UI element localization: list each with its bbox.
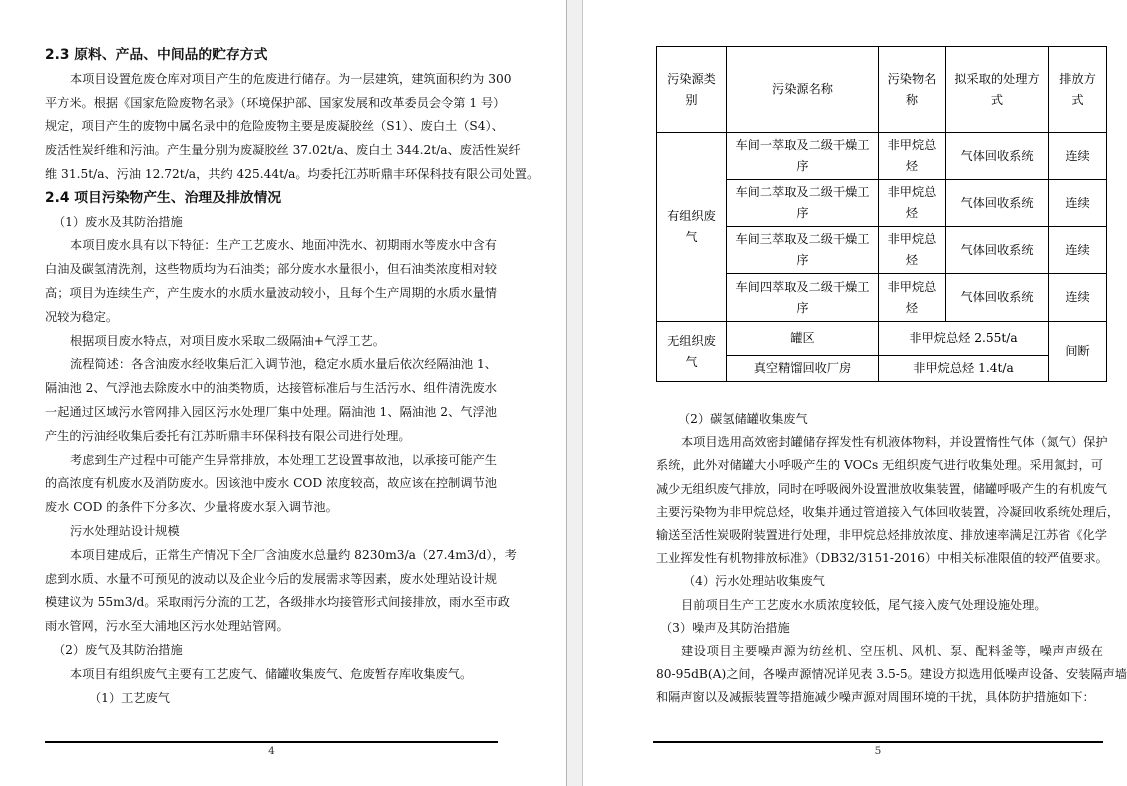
cell-source: 车间四萃取及二级干燥工序	[727, 274, 879, 322]
text-line: 主要污染物为非甲烷总烃，收集并通过管道接入气体回收装置，冷凝回收系统处理后，	[656, 504, 1120, 519]
header-pollutant-name: 污染物名称	[879, 47, 946, 133]
text-line: 的高浓度有机废水及消防废水。因该池中废水 COD 浓度较高，故应该在控制调节池	[45, 476, 497, 491]
cell-unorganized-category: 无组织废气	[657, 322, 727, 382]
cell-pollutant: 非甲烷总烃	[879, 227, 946, 274]
text-line: （4）污水处理站收集废气	[683, 574, 825, 589]
pollution-sources-table	[656, 46, 1107, 382]
text-line: 80-95dB(A)之间，各噪声源情况详见表 3.5-5。建设方拟选用低噪声设备、安装隔声墙	[656, 667, 1127, 682]
text-line: 目前项目生产工艺废水水质浓度较低，尾气接入废气处理设施处理。	[681, 597, 1047, 612]
cell-mode: 连续	[1049, 133, 1107, 180]
text-line: 考虑到生产过程中可能产生异常排放，本处理工艺设置事故池，以承接可能产生	[70, 452, 497, 467]
table-row	[657, 133, 1107, 180]
text-line: 本项目废水具有以下特征：生产工艺废水、地面冲洗水、初期雨水等废水中含有	[70, 238, 497, 253]
text-line: 本项目选用高效密封罐储存挥发性有机液体物料，并设置惰性气体（氮气）保护	[681, 435, 1108, 450]
heading-line: 2.4 项目污染物产生、治理及排放情况	[45, 189, 282, 206]
cell-treatment: 气体回收系统	[946, 133, 1049, 180]
cell-source: 真空精馏回收厂房	[727, 356, 879, 382]
cell-mode: 连续	[1049, 180, 1107, 227]
text-line: 本项目有组织废气主要有工艺废气、储罐收集废气、危废暂存库收集废气。	[70, 666, 473, 681]
page-number-right: 5	[874, 745, 882, 757]
text-line: 建设项目主要噪声源为纺丝机、空压机、风机、泵、配料釜等，噪声声级在	[681, 643, 1103, 658]
page-number-left: 4	[268, 745, 275, 757]
table-row	[657, 322, 1107, 356]
text-line: 模建议为 55m3/d。采取雨污分流的工艺，各级排水均接管形式间接排放，雨水至市政	[45, 595, 510, 610]
text-line: 况较为稳定。	[45, 309, 119, 324]
text-line: 废活性炭纤维和污油。产生量分别为废凝胶丝 37.02t/a、废白土 344.2t/a、废活性炭纤	[45, 143, 521, 158]
cell-organized-category: 有组织废气	[657, 133, 727, 322]
text-line: 规定，项目产生的废物中属名录中的危险废物主要是废凝胶丝（S1）、废白土（S4）、	[45, 119, 504, 134]
text-line: （2）碳氢储罐收集废气	[678, 412, 808, 426]
text-line: 高；项目为连续生产，产生废水的水质水量波动较小，且每个生产周期的水质水量情	[45, 285, 497, 300]
text-line: 流程简述：各含油废水经收集后汇入调节池，稳定水质水量后依次经隔油池 1、	[70, 357, 497, 372]
text-line: 本项目设置危废仓库对项目产生的危废进行储存。为一层建筑，建筑面积约为 300	[70, 71, 512, 86]
header-source-category: 污染源类别	[657, 47, 727, 133]
cell-pollutant: 非甲烷总烃	[879, 180, 946, 227]
text-line: 雨水管网，污水至大浦地区污水处理站管网。	[45, 619, 289, 634]
text-line: 和隔声窗以及减振装置等措施减少噪声源对周围环境的干扰，具体防护措施如下：	[656, 690, 1095, 705]
text-line: 平方米。根据《国家危险废物名录》（环境保护部、国家发展和改革委员会令第 1 号）	[45, 95, 506, 110]
cell-source: 罐区	[727, 322, 879, 356]
text-line: 污水处理站设计规模	[70, 523, 180, 538]
text-line: 一起通过区域污水管网排入园区污水处理厂集中处理。隔油池 1、隔油池 2、气浮池	[45, 404, 497, 419]
text-line: （2）废气及其防治措施	[53, 642, 183, 657]
text-line: 产生的污油经收集后委托有江苏昕鼎丰环保科技有限公司进行处理。	[45, 428, 411, 443]
cell-pollutant: 非甲烷总烃	[879, 133, 946, 180]
text-line: 输送至活性炭吸附装置进行处理，非甲烷总烃排放浓度、排放速率满足江苏省《化学	[656, 527, 1107, 542]
text-line: 工业挥发性有机物排放标准》（DB32/3151-2016）中相关标准限值的较严值要求。	[656, 551, 1108, 566]
header-treatment-method: 拟采取的处理方式	[946, 47, 1049, 133]
cell-treatment: 气体回收系统	[946, 180, 1049, 227]
cell-source: 车间二萃取及二级干燥工序	[727, 180, 879, 227]
page-right-text	[656, 408, 1127, 709]
heading-line: 2.3 原料、产品、中间品的贮存方式	[45, 47, 268, 63]
cell-mode: 连续	[1049, 274, 1107, 322]
cell-pollutant-total: 非甲烷总烃 1.4t/a	[879, 356, 1049, 382]
page-left-text	[45, 44, 540, 710]
text-line: （1）工艺废气	[89, 690, 170, 705]
text-line: 本项目建成后，正常生产情况下全厂含油废水总量约 8230m3/a（27.4m3/d），考	[70, 547, 517, 562]
text-line: 虑到水质、水量不可预见的波动以及企业今后的发展需求等因素，废水处理站设计规	[45, 571, 497, 586]
cell-treatment: 气体回收系统	[946, 227, 1049, 274]
cell-treatment: 气体回收系统	[946, 274, 1049, 322]
text-line: 系统，此外对储罐大小呼吸产生的 VOCs 无组织废气进行收集处理。采用氮封，可	[656, 458, 1103, 473]
table-header-row	[657, 47, 1107, 133]
text-line: 维 31.5t/a、污油 12.72t/a，共约 425.44t/a。均委托江苏昕鼎丰环保科技有限公司处置。	[45, 166, 540, 181]
text-line: （1）废水及其防治措施	[53, 214, 183, 229]
header-source-name: 污染源名称	[727, 47, 879, 133]
page-divider	[566, 0, 583, 786]
text-line: 白油及碳氢清洗剂，这些物质均为石油类；部分废水水量很小，但石油类浓度相对较	[45, 262, 497, 277]
header-discharge-mode: 排放方式	[1049, 47, 1107, 133]
footer-rule-left	[45, 741, 498, 743]
text-line: 废水 COD 的条件下分多次、少量将废水泵入调节池。	[45, 500, 338, 515]
footer-rule-right	[653, 741, 1103, 743]
cell-mode: 连续	[1049, 227, 1107, 274]
cell-mode: 间断	[1049, 322, 1107, 382]
cell-source: 车间三萃取及二级干燥工序	[727, 227, 879, 274]
text-line: 隔油池 2、气浮池去除废水中的油类物质，达接管标准后与生活污水、组件清洗废水	[45, 381, 497, 396]
text-line: 减少无组织废气排放，同时在呼吸阀外设置泄放收集装置，储罐呼吸产生的有机废气	[656, 481, 1107, 496]
cell-pollutant-total: 非甲烷总烃 2.55t/a	[879, 322, 1049, 356]
cell-source: 车间一萃取及二级干燥工序	[727, 133, 879, 180]
text-line: （3）噪声及其防治措施	[660, 620, 790, 635]
text-line: 根据项目废水特点，对项目废水采取二级隔油+气浮工艺。	[70, 333, 385, 348]
cell-pollutant: 非甲烷总烃	[879, 274, 946, 322]
